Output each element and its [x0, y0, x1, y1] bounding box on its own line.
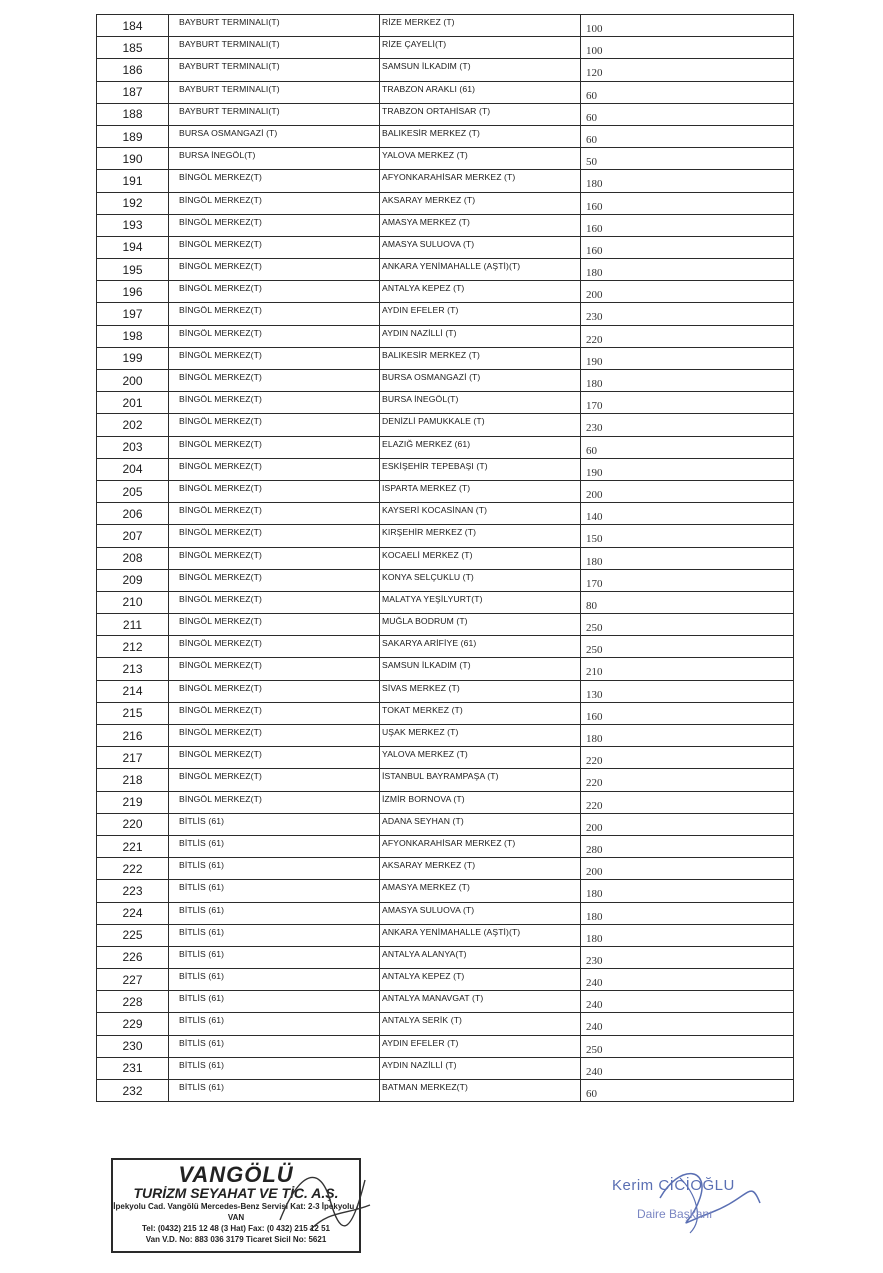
row-number: 217: [97, 747, 169, 769]
destination-cell: AKSARAY MERKEZ (T): [380, 858, 581, 880]
departure-cell: BİNGÖL MERKEZ(T): [169, 503, 380, 525]
row-number: 220: [97, 813, 169, 835]
departure-cell: BİNGÖL MERKEZ(T): [169, 392, 380, 414]
price-cell: 240: [581, 991, 794, 1013]
row-number: 229: [97, 1013, 169, 1035]
row-number: 224: [97, 902, 169, 924]
row-number: 195: [97, 259, 169, 281]
row-number: 196: [97, 281, 169, 303]
departure-cell: BİNGÖL MERKEZ(T): [169, 259, 380, 281]
destination-cell: BALIKESİR MERKEZ (T): [380, 125, 581, 147]
departure-cell: BİTLİS (61): [169, 969, 380, 991]
table-row: [97, 303, 794, 325]
destination-cell: AYDIN NAZİLLİ (T): [380, 325, 581, 347]
price-cell: 160: [581, 192, 794, 214]
price-cell: 60: [581, 1080, 794, 1102]
row-number: 192: [97, 192, 169, 214]
destination-cell: TRABZON ORTAHİSAR (T): [380, 103, 581, 125]
table-row: [97, 370, 794, 392]
destination-cell: KIRŞEHİR MERKEZ (T): [380, 525, 581, 547]
table-row: [97, 59, 794, 81]
price-cell: 200: [581, 813, 794, 835]
destination-cell: AYDIN EFELER (T): [380, 303, 581, 325]
destination-cell: SAMSUN İLKADIM (T): [380, 658, 581, 680]
row-number: 203: [97, 436, 169, 458]
price-cell: 150: [581, 525, 794, 547]
row-number: 191: [97, 170, 169, 192]
row-number: 185: [97, 37, 169, 59]
destination-cell: TRABZON ARAKLI (61): [380, 81, 581, 103]
price-cell: 250: [581, 636, 794, 658]
stamp-subtitle: TURİZM SEYAHAT VE TİC. A.Ş.: [133, 1185, 339, 1201]
table-row: [97, 125, 794, 147]
row-number: 201: [97, 392, 169, 414]
table-row: [97, 1057, 794, 1079]
table-row: [97, 858, 794, 880]
price-cell: 170: [581, 569, 794, 591]
destination-cell: AMASYA MERKEZ (T): [380, 214, 581, 236]
row-number: 216: [97, 725, 169, 747]
price-cell: 220: [581, 791, 794, 813]
table-row: [97, 170, 794, 192]
row-number: 210: [97, 591, 169, 613]
table-row: [97, 1035, 794, 1057]
table-row: [97, 902, 794, 924]
departure-cell: BİTLİS (61): [169, 1035, 380, 1057]
departure-cell: BİNGÖL MERKEZ(T): [169, 281, 380, 303]
departure-cell: BAYBURT TERMINALI(T): [169, 103, 380, 125]
departure-cell: BİNGÖL MERKEZ(T): [169, 791, 380, 813]
destination-cell: SAMSUN İLKADIM (T): [380, 59, 581, 81]
departure-cell: BİTLİS (61): [169, 880, 380, 902]
table-row: [97, 436, 794, 458]
row-number: 189: [97, 125, 169, 147]
table-row: [97, 835, 794, 857]
departure-cell: BİNGÖL MERKEZ(T): [169, 680, 380, 702]
table-row: [97, 591, 794, 613]
price-cell: 60: [581, 436, 794, 458]
row-number: 205: [97, 480, 169, 502]
stamp-company-name: VANGÖLÜ: [178, 1162, 294, 1187]
departure-cell: BİNGÖL MERKEZ(T): [169, 569, 380, 591]
price-cell: 180: [581, 902, 794, 924]
price-cell: 230: [581, 946, 794, 968]
destination-cell: AYDIN NAZİLLİ (T): [380, 1057, 581, 1079]
price-cell: 180: [581, 259, 794, 281]
departure-cell: BAYBURT TERMINALI(T): [169, 81, 380, 103]
row-number: 197: [97, 303, 169, 325]
table-row: [97, 458, 794, 480]
destination-cell: DENİZLİ PAMUKKALE (T): [380, 414, 581, 436]
destination-cell: ANTALYA KEPEZ (T): [380, 281, 581, 303]
row-number: 186: [97, 59, 169, 81]
signatory-title: Daire Başkanı: [637, 1207, 713, 1221]
destination-cell: RİZE ÇAYELİ(T): [380, 37, 581, 59]
destination-cell: BURSA OSMANGAZİ (T): [380, 370, 581, 392]
fare-table-body: [97, 15, 794, 1102]
destination-cell: SAKARYA ARİFİYE (61): [380, 636, 581, 658]
table-row: [97, 946, 794, 968]
table-row: [97, 525, 794, 547]
departure-cell: BİNGÖL MERKEZ(T): [169, 192, 380, 214]
stamp-phone: Tel: (0432) 215 12 48 (3 Hat) Fax: (0 432) 215 12 51: [142, 1224, 330, 1233]
destination-cell: AYDIN EFELER (T): [380, 1035, 581, 1057]
table-row: [97, 747, 794, 769]
departure-cell: BİNGÖL MERKEZ(T): [169, 236, 380, 258]
row-number: 204: [97, 458, 169, 480]
destination-cell: AMASYA SULUOVA (T): [380, 902, 581, 924]
price-cell: 180: [581, 547, 794, 569]
stamp-tax: Van V.D. No: 883 036 3179 Ticaret Sicil No: 5621: [145, 1235, 327, 1244]
departure-cell: BURSA İNEGÖL(T): [169, 148, 380, 170]
price-cell: 240: [581, 969, 794, 991]
table-row: [97, 281, 794, 303]
table-row: [97, 813, 794, 835]
destination-cell: KONYA SELÇUKLU (T): [380, 569, 581, 591]
price-cell: 280: [581, 835, 794, 857]
row-number: 222: [97, 858, 169, 880]
row-number: 207: [97, 525, 169, 547]
row-number: 232: [97, 1080, 169, 1102]
departure-cell: BİNGÖL MERKEZ(T): [169, 658, 380, 680]
fare-table: [96, 14, 794, 1102]
price-cell: 240: [581, 1057, 794, 1079]
destination-cell: BALIKESİR MERKEZ (T): [380, 347, 581, 369]
table-row: [97, 192, 794, 214]
row-number: 226: [97, 946, 169, 968]
price-cell: 220: [581, 325, 794, 347]
row-number: 199: [97, 347, 169, 369]
destination-cell: MALATYA YEŞİLYURT(T): [380, 591, 581, 613]
destination-cell: YALOVA MERKEZ (T): [380, 148, 581, 170]
departure-cell: BİNGÖL MERKEZ(T): [169, 370, 380, 392]
departure-cell: BİNGÖL MERKEZ(T): [169, 480, 380, 502]
departure-cell: BİTLİS (61): [169, 813, 380, 835]
price-cell: 210: [581, 658, 794, 680]
destination-cell: ESKİŞEHİR TEPEBAŞI (T): [380, 458, 581, 480]
price-cell: 60: [581, 81, 794, 103]
price-cell: 60: [581, 125, 794, 147]
table-row: [97, 569, 794, 591]
signatory-name: Kerim CİCİOĞLU: [612, 1177, 735, 1194]
price-cell: 200: [581, 858, 794, 880]
row-number: 228: [97, 991, 169, 1013]
departure-cell: BİTLİS (61): [169, 1057, 380, 1079]
price-cell: 100: [581, 15, 794, 37]
departure-cell: BİNGÖL MERKEZ(T): [169, 414, 380, 436]
table-row: [97, 658, 794, 680]
row-number: 190: [97, 148, 169, 170]
destination-cell: İSTANBUL BAYRAMPAŞA (T): [380, 769, 581, 791]
departure-cell: BİTLİS (61): [169, 946, 380, 968]
table-row: [97, 880, 794, 902]
row-number: 231: [97, 1057, 169, 1079]
table-row: [97, 636, 794, 658]
destination-cell: ANTALYA MANAVGAT (T): [380, 991, 581, 1013]
row-number: 215: [97, 702, 169, 724]
departure-cell: BİNGÖL MERKEZ(T): [169, 347, 380, 369]
destination-cell: ANKARA YENİMAHALLE (AŞTİ)(T): [380, 924, 581, 946]
price-cell: 230: [581, 414, 794, 436]
row-number: 206: [97, 503, 169, 525]
destination-cell: AMASYA MERKEZ (T): [380, 880, 581, 902]
row-number: 230: [97, 1035, 169, 1057]
price-cell: 160: [581, 236, 794, 258]
row-number: 194: [97, 236, 169, 258]
stamp-address: İpekyolu Cad. Vangölü Mercedes-Benz Servisi Kat: 2-3 İpekyolu / VAN: [113, 1202, 359, 1222]
destination-cell: RİZE MERKEZ (T): [380, 15, 581, 37]
destination-cell: KOCAELİ MERKEZ (T): [380, 547, 581, 569]
price-cell: 240: [581, 1013, 794, 1035]
table-row: [97, 924, 794, 946]
departure-cell: BİNGÖL MERKEZ(T): [169, 725, 380, 747]
table-row: [97, 1080, 794, 1102]
row-number: 198: [97, 325, 169, 347]
departure-cell: BAYBURT TERMINALI(T): [169, 59, 380, 81]
destination-cell: ISPARTA MERKEZ (T): [380, 480, 581, 502]
departure-cell: BURSA OSMANGAZİ (T): [169, 125, 380, 147]
destination-cell: AMASYA SULUOVA (T): [380, 236, 581, 258]
row-number: 218: [97, 769, 169, 791]
row-number: 223: [97, 880, 169, 902]
row-number: 188: [97, 103, 169, 125]
table-row: [97, 148, 794, 170]
destination-cell: TOKAT MERKEZ (T): [380, 702, 581, 724]
departure-cell: BİNGÖL MERKEZ(T): [169, 458, 380, 480]
row-number: 200: [97, 370, 169, 392]
price-cell: 180: [581, 370, 794, 392]
destination-cell: İZMİR BORNOVA (T): [380, 791, 581, 813]
departure-cell: BAYBURT TERMINALI(T): [169, 15, 380, 37]
table-row: [97, 680, 794, 702]
departure-cell: BİNGÖL MERKEZ(T): [169, 769, 380, 791]
price-cell: 220: [581, 769, 794, 791]
price-cell: 250: [581, 614, 794, 636]
row-number: 208: [97, 547, 169, 569]
table-row: [97, 103, 794, 125]
price-cell: 60: [581, 103, 794, 125]
stamp-signature-scribble: [270, 1160, 380, 1250]
departure-cell: BİTLİS (61): [169, 902, 380, 924]
departure-cell: BİTLİS (61): [169, 1013, 380, 1035]
table-row: [97, 81, 794, 103]
table-row: [97, 547, 794, 569]
departure-cell: BAYBURT TERMINALI(T): [169, 37, 380, 59]
table-row: [97, 614, 794, 636]
table-row: [97, 791, 794, 813]
table-row: [97, 236, 794, 258]
row-number: 212: [97, 636, 169, 658]
destination-cell: BURSA İNEGÖL(T): [380, 392, 581, 414]
price-cell: 140: [581, 503, 794, 525]
table-row: [97, 702, 794, 724]
row-number: 213: [97, 658, 169, 680]
destination-cell: BATMAN MERKEZ(T): [380, 1080, 581, 1102]
destination-cell: ANTALYA SERİK (T): [380, 1013, 581, 1035]
table-row: [97, 37, 794, 59]
destination-cell: SİVAS MERKEZ (T): [380, 680, 581, 702]
row-number: 184: [97, 15, 169, 37]
destination-cell: ELAZIĞ MERKEZ (61): [380, 436, 581, 458]
price-cell: 130: [581, 680, 794, 702]
departure-cell: BİNGÖL MERKEZ(T): [169, 591, 380, 613]
price-cell: 180: [581, 170, 794, 192]
price-cell: 220: [581, 747, 794, 769]
row-number: 214: [97, 680, 169, 702]
destination-cell: ANTALYA ALANYA(T): [380, 946, 581, 968]
price-cell: 180: [581, 725, 794, 747]
departure-cell: BİNGÖL MERKEZ(T): [169, 525, 380, 547]
departure-cell: BİNGÖL MERKEZ(T): [169, 436, 380, 458]
departure-cell: BİTLİS (61): [169, 1080, 380, 1102]
price-cell: 180: [581, 924, 794, 946]
price-cell: 160: [581, 214, 794, 236]
departure-cell: BİNGÖL MERKEZ(T): [169, 747, 380, 769]
destination-cell: AFYONKARAHİSAR MERKEZ (T): [380, 835, 581, 857]
row-number: 202: [97, 414, 169, 436]
row-number: 211: [97, 614, 169, 636]
destination-cell: YALOVA MERKEZ (T): [380, 747, 581, 769]
price-cell: 80: [581, 591, 794, 613]
signature-scribble: [640, 1158, 780, 1238]
price-cell: 170: [581, 392, 794, 414]
departure-cell: BİNGÖL MERKEZ(T): [169, 214, 380, 236]
table-row: [97, 347, 794, 369]
table-row: [97, 325, 794, 347]
table-row: [97, 503, 794, 525]
table-row: [97, 15, 794, 37]
table-row: [97, 259, 794, 281]
table-row: [97, 392, 794, 414]
row-number: 219: [97, 791, 169, 813]
price-cell: 230: [581, 303, 794, 325]
departure-cell: BİNGÖL MERKEZ(T): [169, 636, 380, 658]
table-row: [97, 769, 794, 791]
destination-cell: ADANA SEYHAN (T): [380, 813, 581, 835]
row-number: 187: [97, 81, 169, 103]
price-cell: 200: [581, 480, 794, 502]
price-cell: 190: [581, 347, 794, 369]
row-number: 227: [97, 969, 169, 991]
departure-cell: BİTLİS (61): [169, 858, 380, 880]
price-cell: 120: [581, 59, 794, 81]
destination-cell: ANTALYA KEPEZ (T): [380, 969, 581, 991]
destination-cell: AKSARAY MERKEZ (T): [380, 192, 581, 214]
table-row: [97, 991, 794, 1013]
destination-cell: ANKARA YENİMAHALLE (AŞTİ)(T): [380, 259, 581, 281]
departure-cell: BİNGÖL MERKEZ(T): [169, 170, 380, 192]
price-cell: 100: [581, 37, 794, 59]
table-row: [97, 414, 794, 436]
price-cell: 160: [581, 702, 794, 724]
row-number: 209: [97, 569, 169, 591]
departure-cell: BİTLİS (61): [169, 924, 380, 946]
price-cell: 50: [581, 148, 794, 170]
row-number: 221: [97, 835, 169, 857]
table-row: [97, 214, 794, 236]
departure-cell: BİNGÖL MERKEZ(T): [169, 614, 380, 636]
price-cell: 250: [581, 1035, 794, 1057]
departure-cell: BİNGÖL MERKEZ(T): [169, 547, 380, 569]
destination-cell: UŞAK MERKEZ (T): [380, 725, 581, 747]
price-cell: 200: [581, 281, 794, 303]
destination-cell: AFYONKARAHİSAR MERKEZ (T): [380, 170, 581, 192]
destination-cell: MUĞLA BODRUM (T): [380, 614, 581, 636]
price-cell: 190: [581, 458, 794, 480]
table-row: [97, 725, 794, 747]
departure-cell: BİTLİS (61): [169, 835, 380, 857]
departure-cell: BİTLİS (61): [169, 991, 380, 1013]
table-row: [97, 1013, 794, 1035]
table-row: [97, 969, 794, 991]
row-number: 193: [97, 214, 169, 236]
destination-cell: KAYSERİ KOCASİNAN (T): [380, 503, 581, 525]
table-row: [97, 480, 794, 502]
departure-cell: BİNGÖL MERKEZ(T): [169, 303, 380, 325]
departure-cell: BİNGÖL MERKEZ(T): [169, 325, 380, 347]
departure-cell: BİNGÖL MERKEZ(T): [169, 702, 380, 724]
price-cell: 180: [581, 880, 794, 902]
row-number: 225: [97, 924, 169, 946]
